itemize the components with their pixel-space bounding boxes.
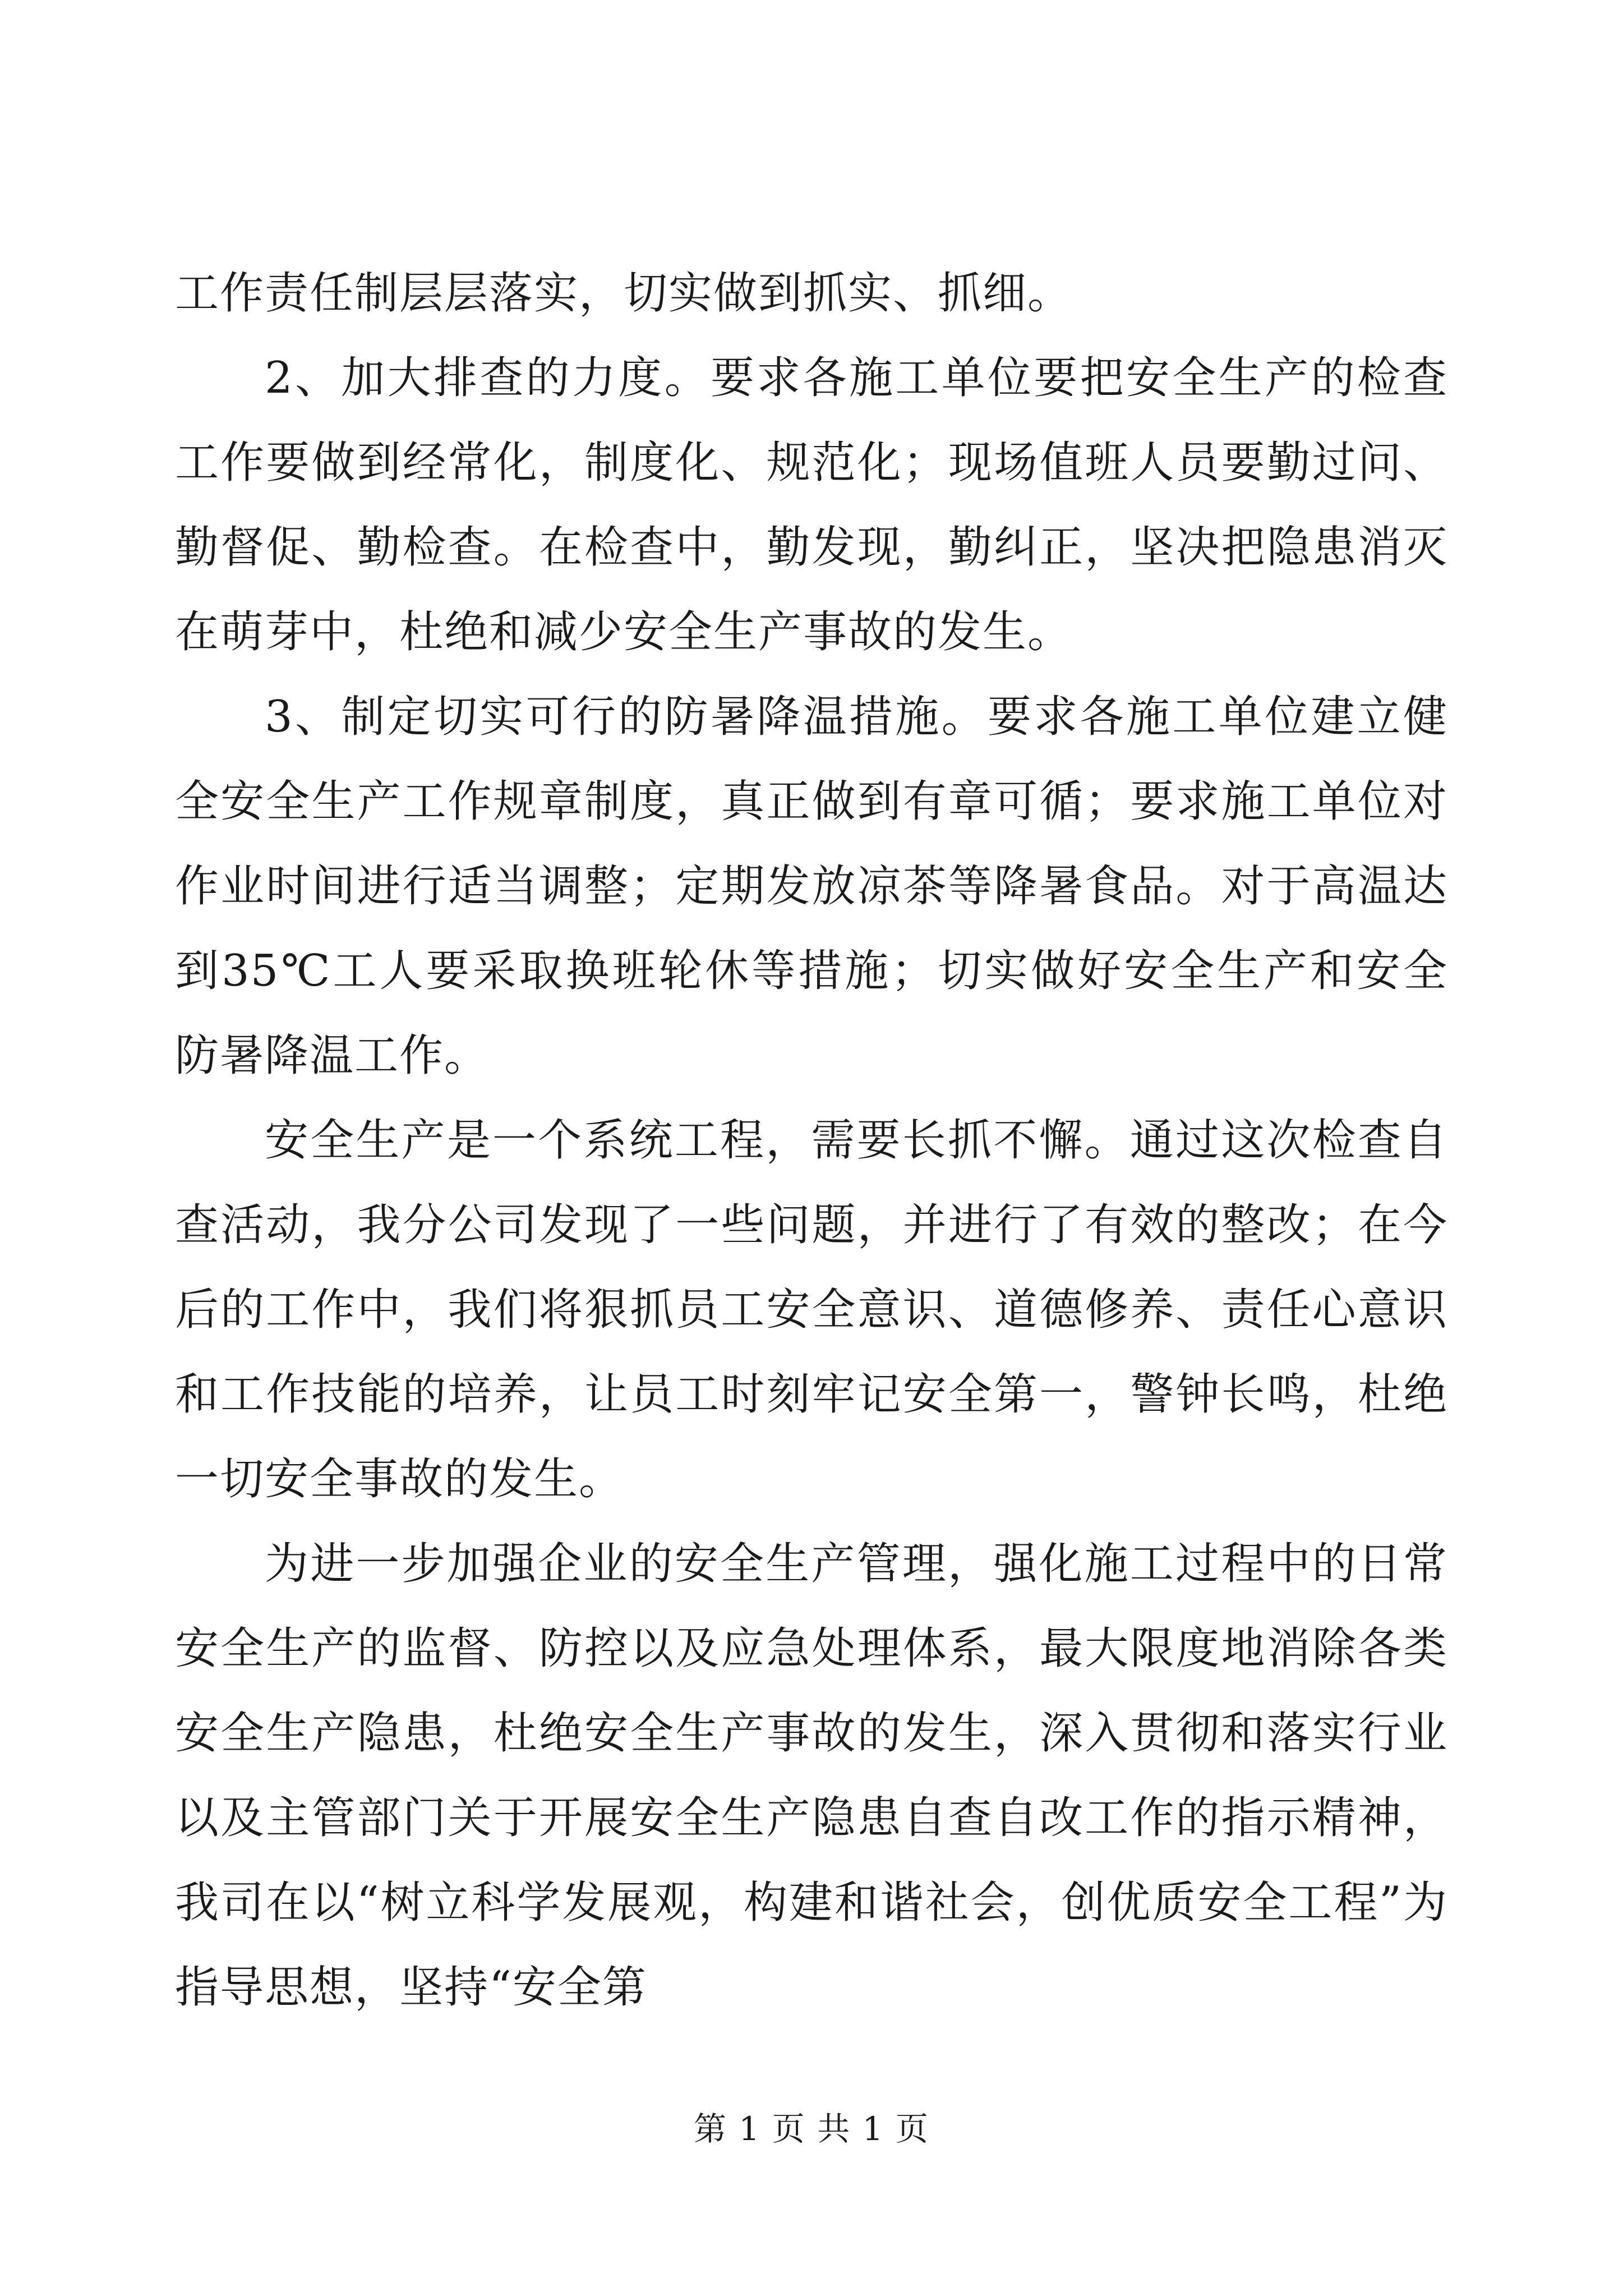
paragraph-summary: 安全生产是一个系统工程，需要长抓不懈。通过这次检查自查活动，我分公司发现了一些问题，并进行了有效的整改；在今后的工作中，我们将狠抓员工安全意识、道德修养、责任心意识和工作技能的培养，让员工时刻牢记安全第一，警钟长鸣，杜绝一切安全事故的发生。: [175, 1115, 1448, 1504]
document-body: [175, 251, 1448, 2030]
paragraph-intro: 为进一步加强企业的安全生产管理，强化施工过程中的日常安全生产的监督、防控以及应急处理体系，最大限度地消除各类安全生产隐患，杜绝安全生产事故的发生，深入贯彻和落实行业以及主管部门关于开展安全生产隐患自查自改工作的指示精神，我司在以“树立科学发展观，构建和谐社会，创优质安全工程”为指导思想，坚持“安全第: [175, 1539, 1448, 2013]
paragraph-continuation: 工作责任制层层落实，切实做到抓实、抓细。: [175, 268, 1073, 319]
paragraph-item-3: 3、制定切实可行的防暑降温措施。要求各施工单位建立健全安全生产工作规章制度，真正做到有章可循；要求施工单位对作业时间进行适当调整；定期发放凉茶等降暑食品。对于高温达到35℃工人要采取换班轮休等措施；切实做好安全生产和安全防暑降温工作。: [175, 692, 1448, 1081]
page-footer: 第 1 页 共 1 页: [694, 2110, 929, 2148]
paragraph-item-2: 2、加大排查的力度。要求各施工单位要把安全生产的检查工作要做到经常化，制度化、规范化；现场值班人员要勤过问、勤督促、勤检查。在检查中，勤发现，勤纠正，坚决把隐患消灭在萌芽中，杜绝和减少安全生产事故的发生。: [175, 353, 1448, 657]
